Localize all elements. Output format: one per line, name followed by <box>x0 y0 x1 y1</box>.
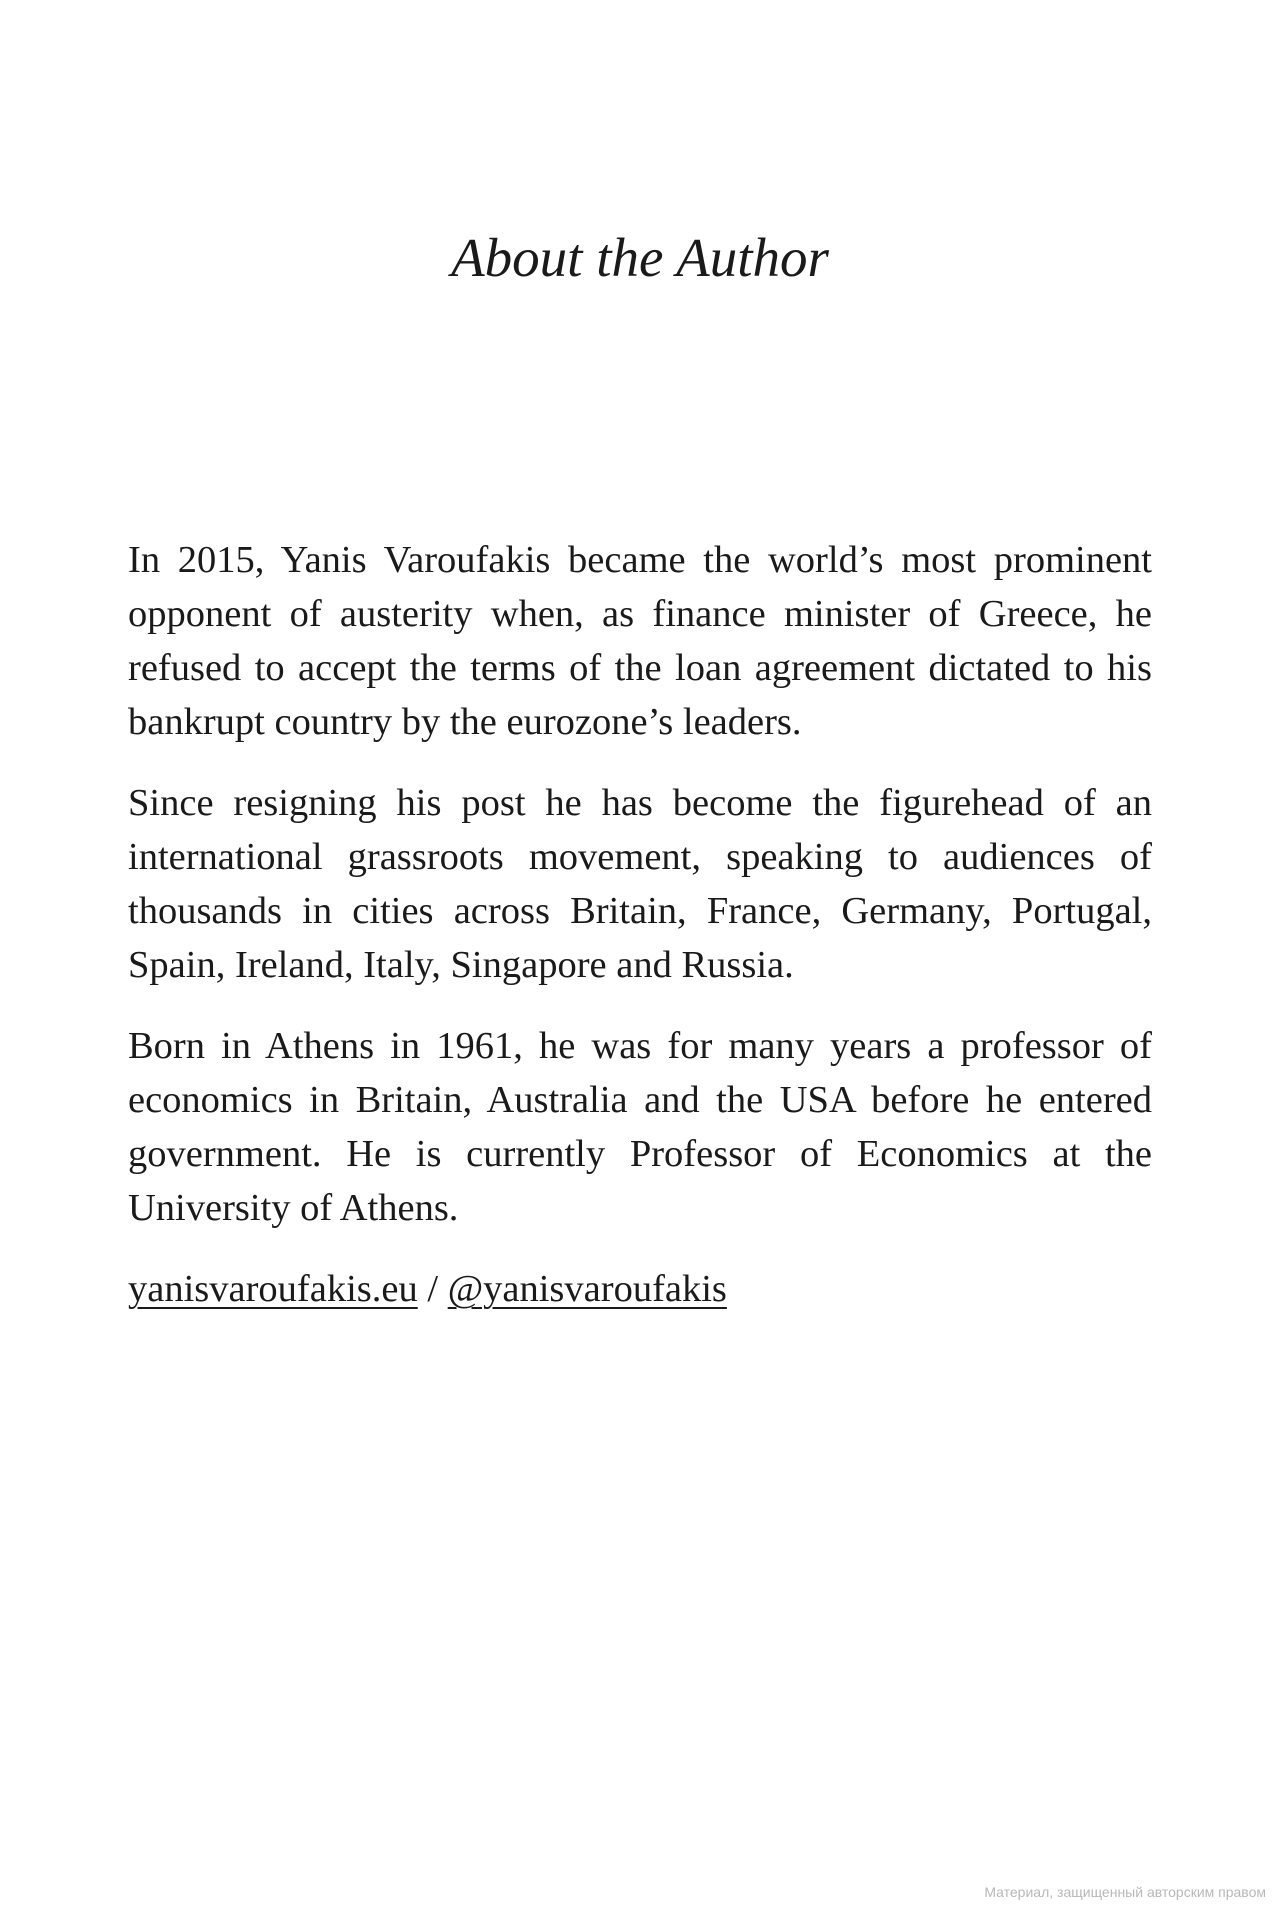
author-links <box>128 1262 1152 1316</box>
page-title: About the Author <box>451 227 829 288</box>
copyright-watermark: Материал, защищенный авторским правом <box>984 1884 1266 1900</box>
bio-paragraph-1: In 2015, Yanis Varoufakis became the world’s most prominent opponent of austerity when, as finance minister of Greece, he refused to accept the terms of the loan agreement dictated to his bankrupt country by the eurozone’s leaders. <box>128 539 1152 743</box>
website-link[interactable]: yanisvaroufakis.eu <box>128 1268 418 1310</box>
bio-paragraph-3: Born in Athens in 1961, he was for many years a professor of economics in Britain, Australia and the USA before he entered government. He is currently Professor of Economics at the University of Athens. <box>128 1025 1152 1229</box>
bio-paragraph-2: Since resigning his post he has become the figurehead of an international grassroots movement, speaking to audiences of thousands in cities across Britain, France, Germany, Portugal, Spain, Ireland, Italy, Singapore and Russia. <box>128 782 1152 986</box>
link-separator: / <box>417 1268 448 1310</box>
twitter-link[interactable]: @yanisvaroufakis <box>447 1268 727 1310</box>
author-bio <box>128 533 1152 1316</box>
